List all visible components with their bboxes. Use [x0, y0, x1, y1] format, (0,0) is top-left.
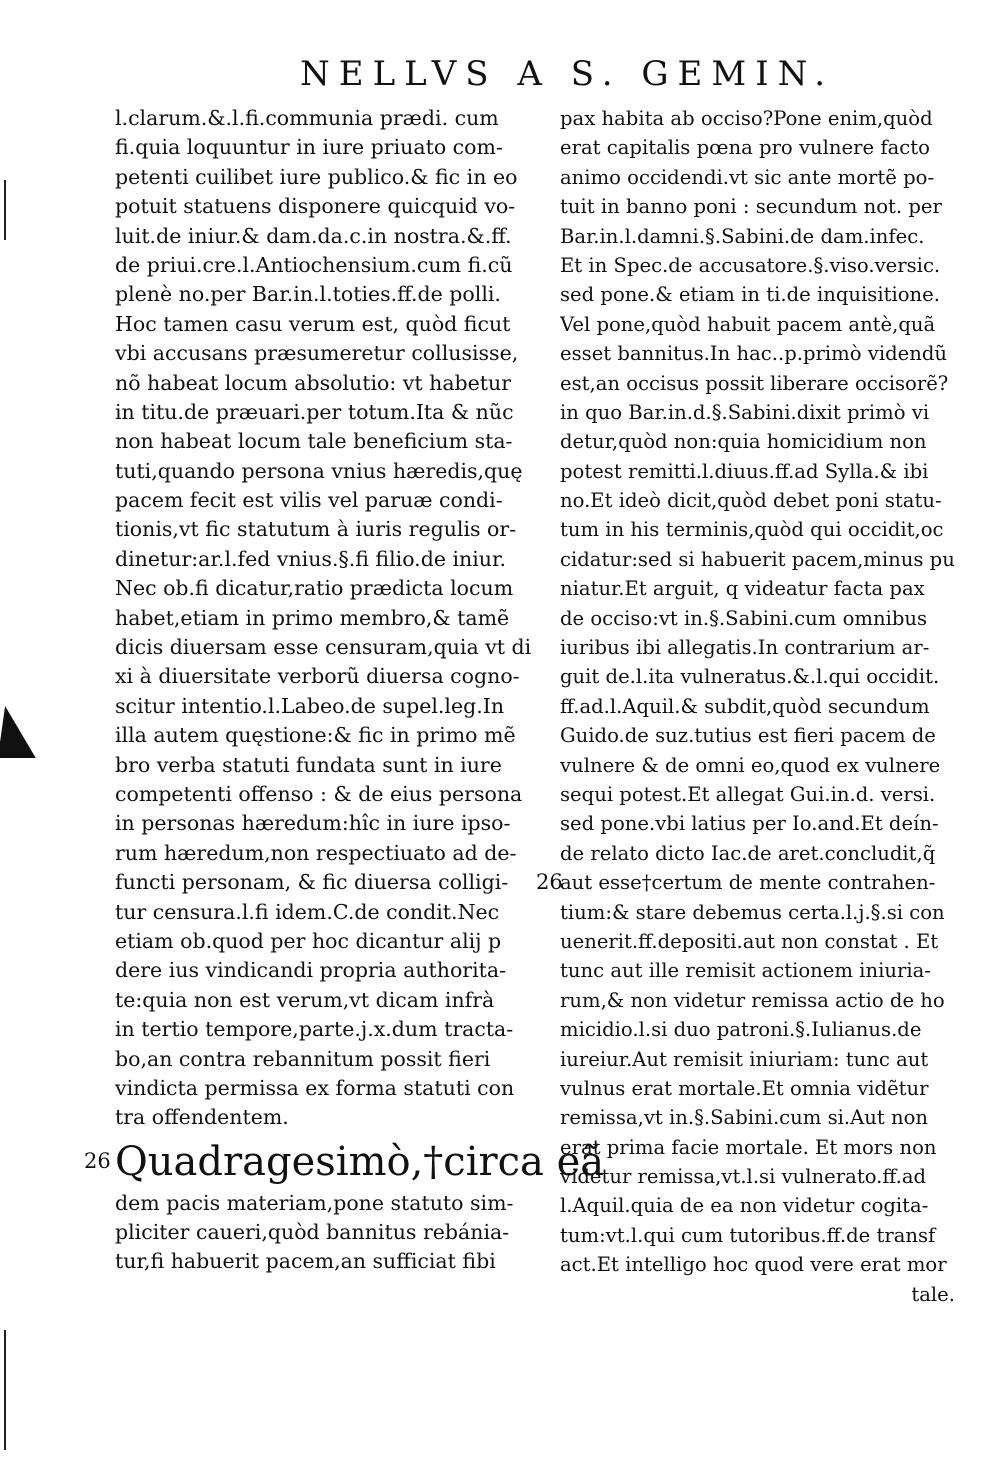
section-initial-line: Quadragesimò,†circa eã: [115, 1138, 605, 1185]
text-line: cidatur:sed si habuerit pacem,minus pu: [560, 547, 955, 571]
text-line: in personas hæredum:hîc in iure ipso-: [115, 811, 511, 836]
text-line: tuit in banno poni : secundum not. per: [560, 195, 942, 219]
text-line: potest remitti.l.diuus.ff.ad Sylla.& ibi: [560, 459, 929, 483]
text-line: Hoc tamen casu verum est, quòd ficut: [115, 311, 511, 336]
text-line: potuit statuens disponere quicquid vo-: [115, 194, 516, 219]
text-line: esset bannitus.In hac..p.primò videndũ: [560, 342, 948, 366]
text-line: detur,quòd non:quia homicidium non: [560, 430, 927, 454]
text-line: animo occidendi.vt sic ante mortẽ po-: [560, 165, 935, 189]
text-line: micidio.l.si duo patroni.§.Iulianus.de: [560, 1018, 922, 1042]
text-line: niatur.Et arguit, q videatur facta pax: [560, 577, 925, 601]
text-line: l.clarum.&.l.fi.communia prædi. cum: [115, 106, 499, 130]
text-line: vindicta permissa ex forma statuti con: [115, 1075, 515, 1100]
section-number-marker: 26: [84, 1149, 111, 1173]
text-line: no.Et ideò dicit,quòd debet poni statu-: [560, 489, 942, 513]
text-line: tra offendentem.: [115, 1105, 289, 1130]
text-line: iureiur.Aut remisit iniuriam: tunc aut: [560, 1047, 929, 1071]
text-line: dere ius vindicandi propria authorita-: [115, 958, 507, 983]
text-line: nõ habeat locum absolutio: vt habetur: [115, 370, 512, 395]
text-line: tunc aut ille remisit actionem iniuria-: [560, 959, 931, 983]
text-line: tum in his terminis,quòd qui occidit,oc: [560, 518, 944, 542]
text-line: de relato dicto Iac.de aret.concludit,q̃: [560, 841, 936, 865]
text-line: dem pacis materiam,pone statuto sim-: [115, 1190, 514, 1215]
text-line: tale.: [911, 1282, 955, 1306]
text-line: dinetur:ar.l.fed vnius.§.fi filio.de iniur.: [115, 546, 507, 571]
text-line: l.Aquil.quia de ea non videtur cogita-: [560, 1194, 929, 1218]
text-line: pacem fecit est vilis vel paruæ condi-: [115, 488, 503, 513]
margin-pointer-mark: [0, 698, 44, 758]
text-line: pliciter caueri,quòd bannitus rebánia-: [115, 1220, 510, 1245]
text-line: in quo Bar.in.d.§.Sabini.dixit primò vi: [560, 400, 930, 424]
text-line: sed pone.& etiam in ti.de inquisitione.: [560, 283, 940, 307]
text-line: habet,etiam in primo membro,& tamẽ: [115, 605, 510, 630]
text-line: te:quia non est verum,vt dicam infrà: [115, 987, 495, 1012]
right-column: [560, 104, 965, 1309]
text-line: non habeat locum tale beneficium sta-: [115, 429, 513, 454]
text-line: pax habita ab occiso?Pone enim,quòd: [560, 107, 933, 130]
text-line: sed pone.vbi latius per Io.and.Et deín-: [560, 812, 939, 836]
section-number-marker: 26: [536, 870, 563, 895]
text-line: illa autem quęstione:& fic in primo mẽ: [115, 723, 516, 748]
text-line: tionis,vt fic statutum à iuris regulis or-: [115, 517, 517, 542]
text-line: bro verba statuti fundata sunt in iure: [115, 752, 502, 777]
text-line: act.Et intelligo hoc quod vere erat mor: [560, 1253, 947, 1277]
text-line: Guido.de suz.tutius est fieri pacem de: [560, 724, 936, 748]
text-line: tur,fi habuerit pacem,an sufficiat fibi: [115, 1249, 496, 1274]
text-line: guit de.l.ita vulneratus.&.l.qui occidit.: [560, 665, 940, 689]
text-line: vbi accusans præsumeretur collusisse,: [115, 341, 519, 366]
text-line: tuti,quando persona vnius hæredis,quę: [115, 458, 523, 483]
text-line: ff.ad.l.Aquil.& subdit,quòd secundum: [560, 694, 930, 718]
text-line: de priui.cre.l.Antiochensium.cum fi.cũ: [115, 252, 513, 277]
text-line: luit.de iniur.& dam.da.c.in nostra.&.ff.: [115, 223, 512, 248]
text-line: uenerit.ff.depositi.aut non constat . Et: [560, 929, 939, 953]
text-line: plenè no.per Bar.in.l.toties.ff.de polli.: [115, 282, 501, 307]
text-line: remissa,vt in.§.Sabini.cum si.Aut non: [560, 1106, 929, 1130]
text-line: erat prima facie mortale. Et mors non: [560, 1135, 937, 1159]
text-line: aut esse†certum de mente contrahen-: [560, 871, 936, 895]
text-line: competenti offenso : & de eius persona: [115, 781, 523, 806]
left-margin-rule-upper: [4, 180, 6, 240]
text-line: rum hæredum,non respectiuato ad de-: [115, 840, 517, 865]
text-line: erat capitalis pœna pro vulnere facto: [560, 136, 930, 160]
text-line: Vel pone,quòd habuit pacem antè,quã: [560, 312, 936, 336]
text-line: scitur intentio.l.Labeo.de supel.leg.In: [115, 693, 505, 718]
text-line: est,an occisus possit liberare occisorẽ?: [560, 371, 949, 395]
text-line: fi.quia loquuntur in iure priuato com-: [115, 135, 503, 160]
text-line: de occiso:vt in.§.Sabini.cum omnibus: [560, 606, 928, 630]
text-line: dicis diuersam esse censuram,quia vt di: [115, 635, 531, 660]
text-line: tium:& stare debemus certa.l.j.§.si con: [560, 900, 945, 924]
left-margin-rule-lower: [4, 1330, 6, 1450]
text-line: functi personam, & fic diuersa colligi-: [115, 870, 509, 895]
text-line: videtur remissa,vt.l.si vulnerato.ff.ad: [560, 1165, 927, 1189]
running-title: NELLVS A S. GEMIN.: [300, 54, 835, 94]
text-line: vulnere & de omni eo,quod ex vulnere: [560, 753, 941, 777]
text-line: Bar.in.l.damni.§.Sabini.de dam.infec.: [560, 224, 925, 248]
text-line: Nec ob.fi dicatur,ratio prædicta locum: [115, 576, 514, 601]
text-line: petenti cuilibet iure publico.& fic in eo: [115, 164, 518, 189]
text-line: etiam ob.quod per hoc dicantur alij p: [115, 928, 502, 953]
text-line: tur censura.l.fi idem.C.de condit.Nec: [115, 899, 500, 924]
text-line: vulnus erat mortale.Et omnia vidẽtur: [560, 1076, 929, 1100]
text-line: rum,& non videtur remissa actio de ho: [560, 988, 945, 1012]
text-line: bo,an contra rebannitum possit fieri: [115, 1046, 491, 1071]
text-line: tum:vt.l.qui cum tutoribus.ff.de transf: [560, 1223, 936, 1247]
text-line: sequi potest.Et allegat Gui.in.d. versi.: [560, 782, 936, 806]
text-line: in tertio tempore,parte.j.x.dum tracta-: [115, 1017, 514, 1042]
text-line: iuribus ibi allegatis.In contrarium ar-: [560, 636, 930, 660]
text-line: in titu.de præuari.per totum.Ita & nũc: [115, 399, 514, 424]
text-line: Et in Spec.de accusatore.§.viso.versic.: [560, 253, 941, 277]
text-line: xi à diuersitate verborũ diuersa cogno-: [115, 664, 520, 689]
